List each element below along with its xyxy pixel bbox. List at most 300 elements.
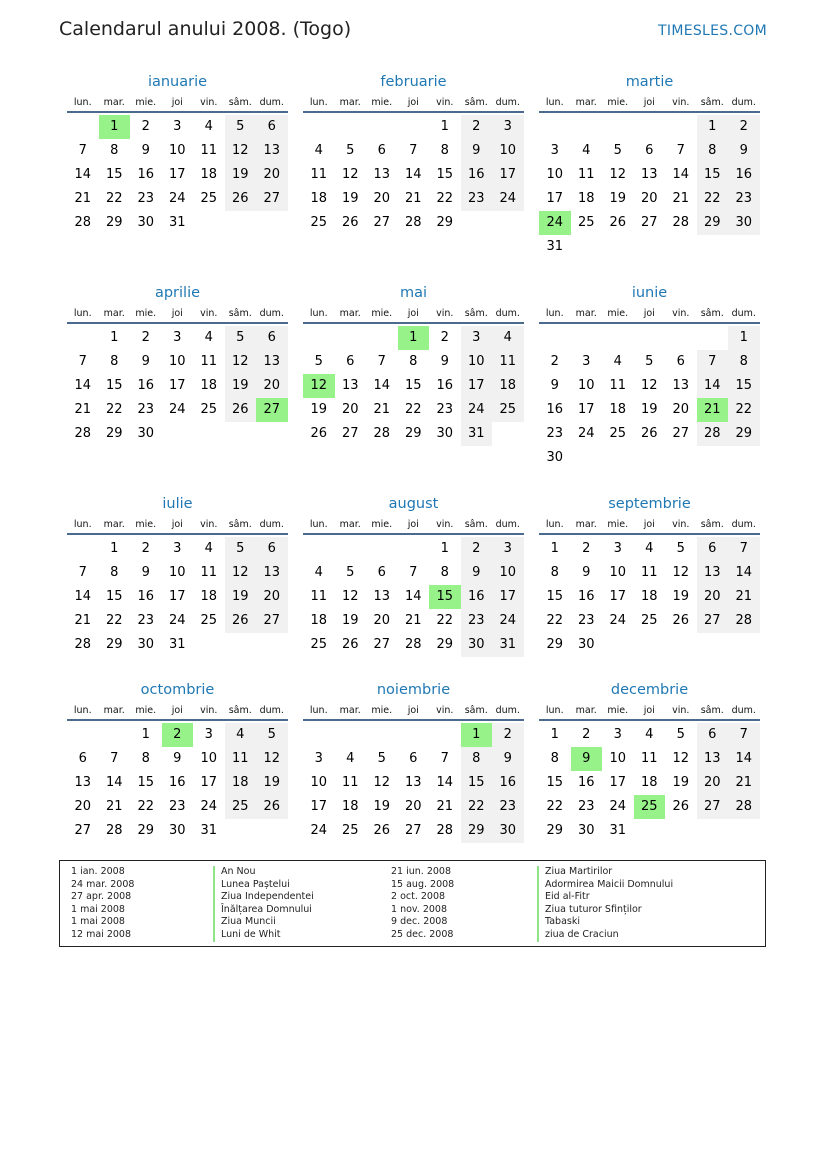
day-cell: 21 bbox=[404, 191, 422, 206]
day-cell: 22 bbox=[404, 402, 422, 417]
day-cell: 28 bbox=[436, 823, 454, 838]
day-cell: 16 bbox=[461, 585, 493, 609]
day-cell: 29 bbox=[546, 637, 564, 652]
day-cell: 22 bbox=[105, 191, 123, 206]
day-cell: 8 bbox=[440, 143, 449, 158]
day-cell: 17 bbox=[168, 589, 186, 604]
day-cell: 18 bbox=[310, 613, 328, 628]
day-cell: 11 bbox=[200, 565, 218, 580]
day-cell: 10 bbox=[461, 350, 493, 374]
empty-cell bbox=[571, 115, 603, 139]
day-cell: 10 bbox=[168, 354, 186, 369]
empty-cell bbox=[67, 326, 99, 350]
day-cell: 28 bbox=[697, 422, 729, 446]
day-cell: 28 bbox=[728, 609, 760, 633]
holiday-name: Ziua Independentei bbox=[213, 891, 314, 904]
day-cell: 9 bbox=[141, 143, 150, 158]
day-cell: 9 bbox=[582, 565, 591, 580]
day-cell: 9 bbox=[461, 561, 493, 585]
holiday-day-cell: 21 bbox=[697, 398, 729, 422]
month-octombrie bbox=[67, 678, 288, 843]
day-cell: 29 bbox=[546, 823, 564, 838]
empty-cell bbox=[665, 115, 697, 139]
day-cell: 7 bbox=[78, 354, 87, 369]
day-cell: 10 bbox=[168, 143, 186, 158]
weekday-label: vin. bbox=[436, 308, 454, 319]
day-cell: 13 bbox=[256, 561, 288, 585]
day-cell: 17 bbox=[310, 799, 328, 814]
weekday-label: mar. bbox=[103, 97, 125, 108]
empty-cell bbox=[539, 326, 571, 350]
day-cell: 28 bbox=[728, 795, 760, 819]
day-cell: 8 bbox=[550, 565, 559, 580]
month-name: decembrie bbox=[610, 682, 689, 698]
day-cell: 24 bbox=[168, 402, 186, 417]
day-cell: 26 bbox=[225, 398, 257, 422]
day-cell: 22 bbox=[105, 613, 123, 628]
month-name: martie bbox=[625, 74, 674, 90]
day-cell: 8 bbox=[110, 565, 119, 580]
day-cell: 5 bbox=[377, 751, 386, 766]
day-cell: 5 bbox=[645, 354, 654, 369]
day-cell: 19 bbox=[341, 613, 359, 628]
day-cell: 18 bbox=[310, 191, 328, 206]
weekday-label: joi bbox=[171, 705, 183, 716]
day-cell: 25 bbox=[492, 398, 524, 422]
empty-cell bbox=[398, 115, 430, 139]
day-cell: 19 bbox=[310, 402, 328, 417]
day-cell: 28 bbox=[404, 637, 422, 652]
empty-cell bbox=[634, 115, 666, 139]
day-cell: 23 bbox=[546, 426, 564, 441]
day-cell: 25 bbox=[310, 215, 328, 230]
day-cell: 5 bbox=[676, 727, 685, 742]
holiday-day-cell: 1 bbox=[99, 115, 131, 139]
weekday-header bbox=[303, 516, 524, 535]
day-cell: 15 bbox=[697, 163, 729, 187]
day-cell: 5 bbox=[225, 326, 257, 350]
holiday-date: 1 nov. 2008 bbox=[391, 903, 447, 915]
day-cell: 16 bbox=[461, 163, 493, 187]
day-cell: 29 bbox=[105, 215, 123, 230]
day-cell: 24 bbox=[200, 799, 218, 814]
day-cell: 2 bbox=[582, 541, 591, 556]
day-cell: 1 bbox=[550, 727, 559, 742]
weekday-label: joi bbox=[407, 97, 419, 108]
holiday-name: Eid al-Fitr bbox=[537, 891, 673, 904]
day-cell: 19 bbox=[256, 771, 288, 795]
day-cell: 3 bbox=[492, 537, 524, 561]
day-cell: 21 bbox=[105, 799, 123, 814]
day-cell: 9 bbox=[728, 139, 760, 163]
weekday-header bbox=[303, 305, 524, 324]
day-cell: 14 bbox=[74, 378, 92, 393]
empty-cell bbox=[398, 537, 430, 561]
day-cell: 9 bbox=[440, 354, 449, 369]
month-iulie bbox=[67, 492, 288, 657]
day-cell: 15 bbox=[105, 167, 123, 182]
weekday-label: dum. bbox=[731, 308, 756, 319]
day-cell: 14 bbox=[697, 374, 729, 398]
empty-cell bbox=[335, 115, 367, 139]
holiday-date: 1 ian. 2008 bbox=[71, 866, 125, 877]
empty-cell bbox=[602, 326, 634, 350]
day-cell: 20 bbox=[256, 585, 288, 609]
empty-cell bbox=[303, 723, 335, 747]
day-cell: 2 bbox=[141, 541, 150, 556]
holiday-day-cell: 9 bbox=[571, 747, 603, 771]
weekday-label: joi bbox=[407, 308, 419, 319]
day-cell: 21 bbox=[74, 613, 92, 628]
day-cell: 21 bbox=[436, 799, 454, 814]
weekday-label: mar. bbox=[575, 308, 597, 319]
holiday-date: 27 apr. 2008 bbox=[71, 891, 132, 903]
day-cell: 17 bbox=[168, 167, 186, 182]
day-cell: 26 bbox=[310, 426, 328, 441]
day-cell: 9 bbox=[492, 747, 524, 771]
day-cell: 7 bbox=[78, 143, 87, 158]
day-cell: 29 bbox=[137, 823, 155, 838]
day-cell: 21 bbox=[74, 402, 92, 417]
weekday-label: mie. bbox=[607, 705, 629, 716]
day-cell: 7 bbox=[78, 565, 87, 580]
weekday-label: lun. bbox=[545, 308, 564, 319]
day-cell: 25 bbox=[200, 402, 218, 417]
month-name: mai bbox=[399, 285, 428, 301]
day-cell: 26 bbox=[341, 637, 359, 652]
day-cell: 8 bbox=[110, 143, 119, 158]
day-cell: 7 bbox=[409, 143, 418, 158]
weekday-header bbox=[67, 516, 288, 535]
day-cell: 22 bbox=[105, 402, 123, 417]
day-cell: 31 bbox=[609, 823, 627, 838]
day-cell: 1 bbox=[728, 326, 760, 350]
day-cell: 20 bbox=[672, 402, 690, 417]
day-cell: 11 bbox=[200, 143, 218, 158]
weekday-label: sâm. bbox=[228, 308, 252, 319]
day-cell: 22 bbox=[546, 613, 564, 628]
day-cell: 14 bbox=[105, 775, 123, 790]
day-cell: 17 bbox=[577, 402, 595, 417]
day-cell: 3 bbox=[314, 751, 323, 766]
day-cell: 20 bbox=[640, 191, 658, 206]
weekday-label: sâm. bbox=[464, 519, 488, 530]
day-cell: 5 bbox=[256, 723, 288, 747]
day-cell: 12 bbox=[373, 775, 391, 790]
holiday-date: 15 aug. 2008 bbox=[391, 878, 455, 890]
day-cell: 11 bbox=[225, 747, 257, 771]
empty-cell bbox=[634, 326, 666, 350]
day-cell: 8 bbox=[697, 139, 729, 163]
empty-cell bbox=[539, 115, 571, 139]
day-cell: 31 bbox=[168, 215, 186, 230]
day-cell: 17 bbox=[492, 585, 524, 609]
day-cell: 5 bbox=[676, 541, 685, 556]
day-cell: 29 bbox=[697, 211, 729, 235]
weekday-label: sâm. bbox=[228, 705, 252, 716]
day-cell: 24 bbox=[577, 426, 595, 441]
day-cell: 8 bbox=[550, 751, 559, 766]
day-cell: 26 bbox=[672, 613, 690, 628]
weekday-label: vin. bbox=[672, 308, 690, 319]
weekday-label: sâm. bbox=[464, 308, 488, 319]
day-cell: 13 bbox=[697, 561, 729, 585]
weekday-label: vin. bbox=[200, 705, 218, 716]
day-cell: 15 bbox=[436, 167, 454, 182]
day-cell: 5 bbox=[613, 143, 622, 158]
day-cell: 27 bbox=[672, 426, 690, 441]
weekday-label: lun. bbox=[545, 705, 564, 716]
holiday-day-cell: 1 bbox=[461, 723, 493, 747]
day-cell: 31 bbox=[200, 823, 218, 838]
empty-cell bbox=[303, 537, 335, 561]
weekday-label: dum. bbox=[259, 308, 284, 319]
day-cell: 4 bbox=[314, 143, 323, 158]
day-cell: 23 bbox=[436, 402, 454, 417]
day-cell: 24 bbox=[168, 191, 186, 206]
day-cell: 7 bbox=[440, 751, 449, 766]
day-cell: 30 bbox=[546, 450, 564, 465]
day-cell: 8 bbox=[141, 751, 150, 766]
day-cell: 25 bbox=[341, 823, 359, 838]
holiday-name: An Nou bbox=[213, 866, 314, 879]
day-cell: 30 bbox=[492, 819, 524, 843]
day-cell: 15 bbox=[728, 374, 760, 398]
day-cell: 13 bbox=[256, 350, 288, 374]
day-cell: 28 bbox=[74, 637, 92, 652]
day-cell: 27 bbox=[256, 187, 288, 211]
day-cell: 15 bbox=[137, 775, 155, 790]
day-cell: 4 bbox=[204, 541, 213, 556]
day-cell: 30 bbox=[577, 637, 595, 652]
weekday-label: vin. bbox=[672, 705, 690, 716]
weekday-label: joi bbox=[171, 97, 183, 108]
day-cell: 26 bbox=[672, 799, 690, 814]
day-cell: 3 bbox=[613, 727, 622, 742]
month-name: iunie bbox=[631, 285, 668, 301]
holiday-name: Adormirea Maicii Domnului bbox=[537, 879, 673, 892]
day-cell: 10 bbox=[609, 565, 627, 580]
weekday-label: lun. bbox=[545, 519, 564, 530]
empty-cell bbox=[602, 115, 634, 139]
day-cell: 18 bbox=[200, 589, 218, 604]
day-cell: 4 bbox=[613, 354, 622, 369]
weekday-label: vin. bbox=[436, 97, 454, 108]
day-cell: 18 bbox=[577, 191, 595, 206]
weekday-label: mar. bbox=[103, 308, 125, 319]
day-cell: 17 bbox=[168, 378, 186, 393]
weekday-label: mar. bbox=[339, 705, 361, 716]
day-cell: 4 bbox=[346, 751, 355, 766]
month-name: august bbox=[388, 496, 439, 512]
day-cell: 6 bbox=[377, 143, 386, 158]
day-cell: 6 bbox=[697, 723, 729, 747]
day-cell: 1 bbox=[550, 541, 559, 556]
holiday-names-right bbox=[537, 866, 673, 942]
day-cell: 9 bbox=[461, 139, 493, 163]
day-cell: 24 bbox=[492, 609, 524, 633]
day-cell: 16 bbox=[137, 378, 155, 393]
day-cell: 12 bbox=[225, 139, 257, 163]
holiday-date: 1 mai 2008 bbox=[71, 903, 125, 915]
day-cell: 20 bbox=[256, 374, 288, 398]
day-cell: 27 bbox=[373, 637, 391, 652]
day-cell: 14 bbox=[436, 775, 454, 790]
day-cell: 22 bbox=[728, 398, 760, 422]
day-cell: 14 bbox=[74, 167, 92, 182]
day-cell: 13 bbox=[373, 589, 391, 604]
weekday-label: sâm. bbox=[700, 308, 724, 319]
holiday-date: 12 mai 2008 bbox=[71, 928, 132, 940]
weekday-label: joi bbox=[407, 705, 419, 716]
empty-cell bbox=[398, 723, 430, 747]
weekday-header bbox=[539, 94, 760, 113]
weekday-label: joi bbox=[643, 97, 655, 108]
day-cell: 6 bbox=[256, 115, 288, 139]
day-cell: 25 bbox=[200, 191, 218, 206]
day-cell: 5 bbox=[346, 143, 355, 158]
month-name: februarie bbox=[380, 74, 447, 90]
day-cell: 18 bbox=[200, 167, 218, 182]
weekday-label: mar. bbox=[103, 519, 125, 530]
day-cell: 2 bbox=[550, 354, 559, 369]
empty-cell bbox=[665, 326, 697, 350]
day-cell: 14 bbox=[404, 589, 422, 604]
day-cell: 27 bbox=[341, 426, 359, 441]
weekday-label: joi bbox=[643, 308, 655, 319]
day-cell: 25 bbox=[200, 613, 218, 628]
day-cell: 28 bbox=[373, 426, 391, 441]
day-cell: 24 bbox=[609, 799, 627, 814]
brand-link[interactable]: TIMESLES.COM bbox=[658, 23, 767, 39]
day-cell: 16 bbox=[546, 402, 564, 417]
day-cell: 6 bbox=[346, 354, 355, 369]
days-grid bbox=[303, 537, 524, 657]
empty-cell bbox=[366, 326, 398, 350]
day-cell: 7 bbox=[728, 723, 760, 747]
month-septembrie bbox=[539, 492, 760, 657]
day-cell: 16 bbox=[436, 378, 454, 393]
day-cell: 25 bbox=[225, 795, 257, 819]
day-cell: 28 bbox=[74, 426, 92, 441]
weekday-label: dum. bbox=[731, 705, 756, 716]
day-cell: 30 bbox=[461, 633, 493, 657]
day-cell: 15 bbox=[461, 771, 493, 795]
day-cell: 29 bbox=[404, 426, 422, 441]
day-cell: 3 bbox=[492, 115, 524, 139]
weekday-header bbox=[303, 702, 524, 721]
day-cell: 6 bbox=[78, 751, 87, 766]
day-cell: 6 bbox=[645, 143, 654, 158]
holiday-date: 25 dec. 2008 bbox=[391, 928, 454, 940]
day-cell: 21 bbox=[404, 613, 422, 628]
day-cell: 19 bbox=[225, 374, 257, 398]
day-cell: 8 bbox=[409, 354, 418, 369]
day-cell: 29 bbox=[105, 637, 123, 652]
weekday-label: mar. bbox=[575, 705, 597, 716]
empty-cell bbox=[697, 326, 729, 350]
weekday-header bbox=[539, 305, 760, 324]
days-grid bbox=[303, 115, 524, 235]
days-grid bbox=[67, 723, 288, 843]
day-cell: 29 bbox=[105, 426, 123, 441]
weekday-label: lun. bbox=[309, 97, 328, 108]
day-cell: 27 bbox=[404, 823, 422, 838]
day-cell: 25 bbox=[577, 215, 595, 230]
weekday-label: dum. bbox=[495, 308, 520, 319]
day-cell: 17 bbox=[492, 163, 524, 187]
day-cell: 23 bbox=[728, 187, 760, 211]
day-cell: 10 bbox=[492, 561, 524, 585]
day-cell: 5 bbox=[225, 115, 257, 139]
day-cell: 19 bbox=[225, 585, 257, 609]
empty-cell bbox=[366, 115, 398, 139]
day-cell: 20 bbox=[341, 402, 359, 417]
day-cell: 2 bbox=[582, 727, 591, 742]
weekday-label: mie. bbox=[135, 519, 157, 530]
day-cell: 9 bbox=[141, 565, 150, 580]
day-cell: 21 bbox=[728, 585, 760, 609]
holiday-date: 1 mai 2008 bbox=[71, 916, 125, 928]
weekday-label: dum. bbox=[731, 97, 756, 108]
day-cell: 12 bbox=[672, 751, 690, 766]
weekday-header bbox=[67, 94, 288, 113]
day-cell: 12 bbox=[225, 561, 257, 585]
day-cell: 10 bbox=[200, 751, 218, 766]
holiday-name: ziua de Craciun bbox=[537, 929, 673, 942]
day-cell: 3 bbox=[613, 541, 622, 556]
day-cell: 23 bbox=[461, 187, 493, 211]
day-cell: 17 bbox=[546, 191, 564, 206]
day-cell: 23 bbox=[577, 799, 595, 814]
day-cell: 19 bbox=[609, 191, 627, 206]
day-cell: 12 bbox=[672, 565, 690, 580]
weekday-label: mar. bbox=[103, 705, 125, 716]
day-cell: 24 bbox=[492, 187, 524, 211]
weekday-header bbox=[539, 516, 760, 535]
day-cell: 2 bbox=[728, 115, 760, 139]
day-cell: 19 bbox=[225, 163, 257, 187]
day-cell: 19 bbox=[373, 799, 391, 814]
day-cell: 21 bbox=[672, 191, 690, 206]
day-cell: 22 bbox=[436, 613, 454, 628]
month-mai bbox=[303, 281, 524, 446]
weekday-label: mie. bbox=[135, 97, 157, 108]
day-cell: 9 bbox=[173, 751, 182, 766]
month-iunie bbox=[539, 281, 760, 470]
day-cell: 18 bbox=[492, 374, 524, 398]
day-cell: 3 bbox=[173, 119, 182, 134]
holiday-day-cell: 24 bbox=[539, 211, 571, 235]
day-cell: 16 bbox=[492, 771, 524, 795]
day-cell: 26 bbox=[341, 215, 359, 230]
day-cell: 26 bbox=[640, 426, 658, 441]
day-cell: 30 bbox=[137, 215, 155, 230]
weekday-header bbox=[67, 702, 288, 721]
day-cell: 13 bbox=[404, 775, 422, 790]
day-cell: 19 bbox=[341, 191, 359, 206]
day-cell: 18 bbox=[225, 771, 257, 795]
day-cell: 4 bbox=[645, 541, 654, 556]
day-cell: 8 bbox=[461, 747, 493, 771]
weekday-label: sâm. bbox=[464, 705, 488, 716]
day-cell: 1 bbox=[440, 119, 449, 134]
weekday-label: dum. bbox=[259, 97, 284, 108]
day-cell: 15 bbox=[546, 775, 564, 790]
day-cell: 16 bbox=[137, 167, 155, 182]
days-grid bbox=[539, 115, 760, 259]
day-cell: 14 bbox=[728, 747, 760, 771]
